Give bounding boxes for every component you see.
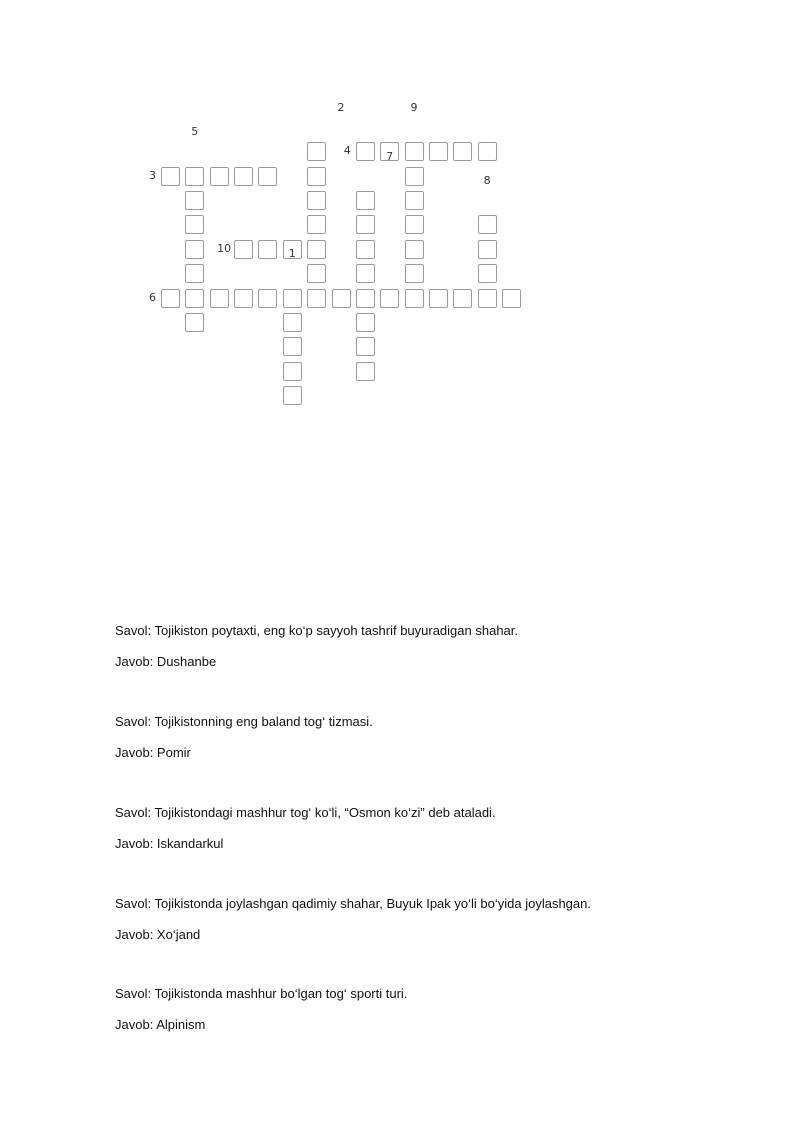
crossword-cell [356,142,375,161]
crossword-cell [185,313,204,332]
crossword-cell [356,240,375,259]
crossword-cell [356,215,375,234]
question-4: Savol: Tojikistonda joylashgan qadimiy shahar, Buyuk Ipak yo‘li bo‘yida joylashgan. [115,896,591,911]
crossword-cell [307,240,326,259]
crossword-cell [405,142,424,161]
crossword-cell [478,142,497,161]
crossword-cell [356,289,375,308]
answer-1: Javob: Dushanbe [115,654,217,669]
question-5: Savol: Tojikistonda mashhur bo‘lgan tog‘ sporti turi. [115,986,408,1001]
answer-4: Javob: Xo‘jand [115,927,201,942]
clue-number: 2 [337,101,345,114]
crossword-cell [405,264,424,283]
crossword-cell [185,167,204,186]
question-3: Savol: Tojikistondagi mashhur tog‘ ko‘li, “Osmon ko‘zi” deb ataladi. [115,805,496,820]
crossword-cell [405,215,424,234]
answer-3: Javob: Iskandarkul [115,836,224,851]
crossword-cell [185,289,204,308]
crossword-cell [234,289,253,308]
crossword-cell [307,167,326,186]
crossword-cell [429,289,448,308]
crossword-cell [478,240,497,259]
crossword-cell [502,289,521,308]
crossword-cell [185,191,204,210]
clue-number: 8 [483,174,491,188]
crossword-cell [405,191,424,210]
clue-number: 10 [217,241,232,255]
crossword-cell [453,142,472,161]
crossword-cell [380,289,399,308]
crossword-cell [234,167,253,186]
crossword-cell [185,264,204,283]
crossword-cell [185,240,204,259]
crossword-cell [356,191,375,210]
crossword-cell [210,289,229,308]
crossword-cell [405,240,424,259]
crossword-cell [478,289,497,308]
crossword-cell [307,191,326,210]
clue-number: 1 [288,247,296,261]
crossword-cell [356,337,375,356]
clue-number: 4 [343,144,351,158]
crossword-cell [161,289,180,308]
crossword-cell [307,289,326,308]
crossword-cell [283,337,302,356]
clue-number: 5 [191,125,199,139]
crossword-cell [283,362,302,381]
answer-2: Javob: Pomir [115,745,191,760]
crossword-cell [258,167,277,186]
clue-number: 7 [386,149,394,163]
clue-number: 6 [149,290,156,304]
crossword-cell [405,289,424,308]
crossword-cell [210,167,229,186]
crossword-cell [429,142,448,161]
crossword-cell [258,240,277,259]
crossword-cell [356,264,375,283]
question-2: Savol: Tojikistonning eng baland tog‘ tizmasi. [115,714,373,729]
answer-5: Javob: Alpinism [115,1017,206,1032]
question-1: Savol: Tojikiston poytaxti, eng ko‘p sayyoh tashrif buyuradigan shahar. [115,623,518,638]
clue-number: 9 [410,101,418,114]
crossword-cell [478,215,497,234]
clue-number: 3 [149,168,156,182]
crossword-cell [258,289,277,308]
crossword-cell [283,313,302,332]
crossword-cell [283,289,302,308]
crossword-cell [307,215,326,234]
crossword-cell [405,167,424,186]
crossword-cell [283,386,302,405]
crossword-cell [478,264,497,283]
crossword-cell [356,362,375,381]
crossword-cell [307,264,326,283]
crossword-cell [332,289,351,308]
crossword-cell [307,142,326,161]
crossword-grid [0,0,800,400]
crossword-cell [234,240,253,259]
crossword-cell [161,167,180,186]
crossword-cell [185,215,204,234]
crossword-cell [453,289,472,308]
crossword-cell [356,313,375,332]
